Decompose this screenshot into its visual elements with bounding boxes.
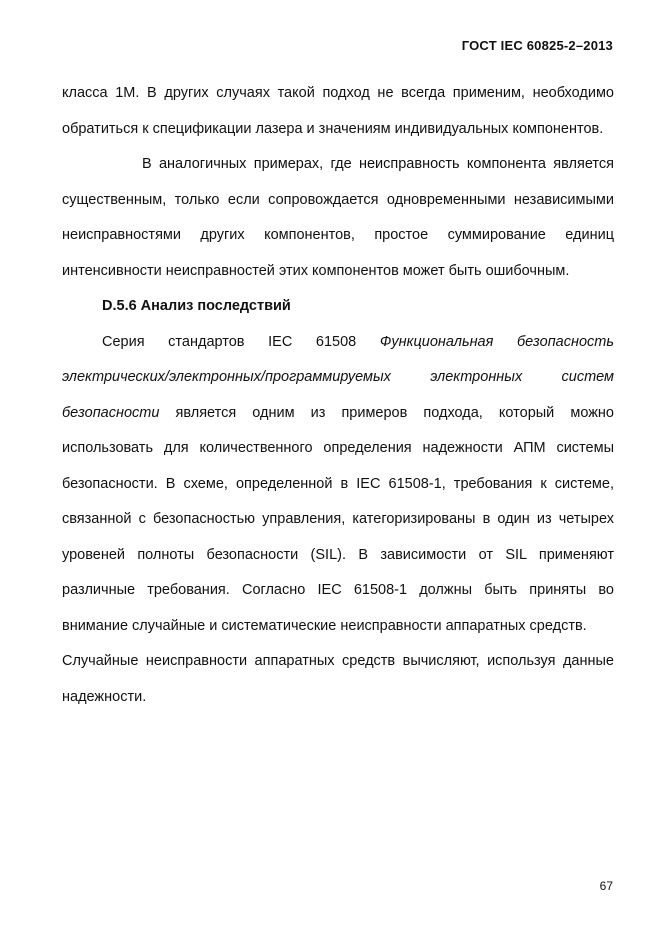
body-text [62, 76, 614, 715]
standard-title-italic: Функциональная безопасность электрических/электронных/программируемых электронных систем безопасности [62, 333, 614, 421]
standard-header: ГОСТ IEC 60825-2–2013 [461, 38, 613, 53]
page-number: 67 [599, 879, 613, 893]
paragraph-iec-61508-start: Серия стандартов IEC 61508 [102, 333, 380, 350]
paragraph-continuation: класса 1М. В других случаях такой подход не всегда применим, необходимо обратиться к спецификации лазера и значениям индивидуальных компонентов. [62, 85, 614, 137]
paragraph-iec-61508-end: является одним из примеров подхода, который можно использовать для количественного определения надежности АПМ системы безопасности. В схеме, определенной в IEC 61508-1, требования к системе, связанной с безопасностью управления, категоризированы в один из четырех уровеней полноты безопасности (SIL). В зависимости от SIL применяют различные требования. Согласно IEC 61508-1 должны быть приняты во внимание случайные и систематические неисправности аппаратных средств. [62, 404, 614, 634]
paragraph-iec-61508 [62, 325, 614, 645]
paragraph-random-faults: Случайные неисправности аппаратных средств вычисляют, используя данные надежности. [62, 653, 614, 705]
section-heading: D.5.6 Анализ последствий [102, 298, 291, 314]
paragraph-similar-examples: В аналогичных примерах, где неисправность компонента является существенным, только если сопровождается одновременными независимыми неисправностями других компонентов, простое суммирование единиц интенсивности неисправностей этих компонентов может быть ошибочным. [62, 156, 614, 279]
